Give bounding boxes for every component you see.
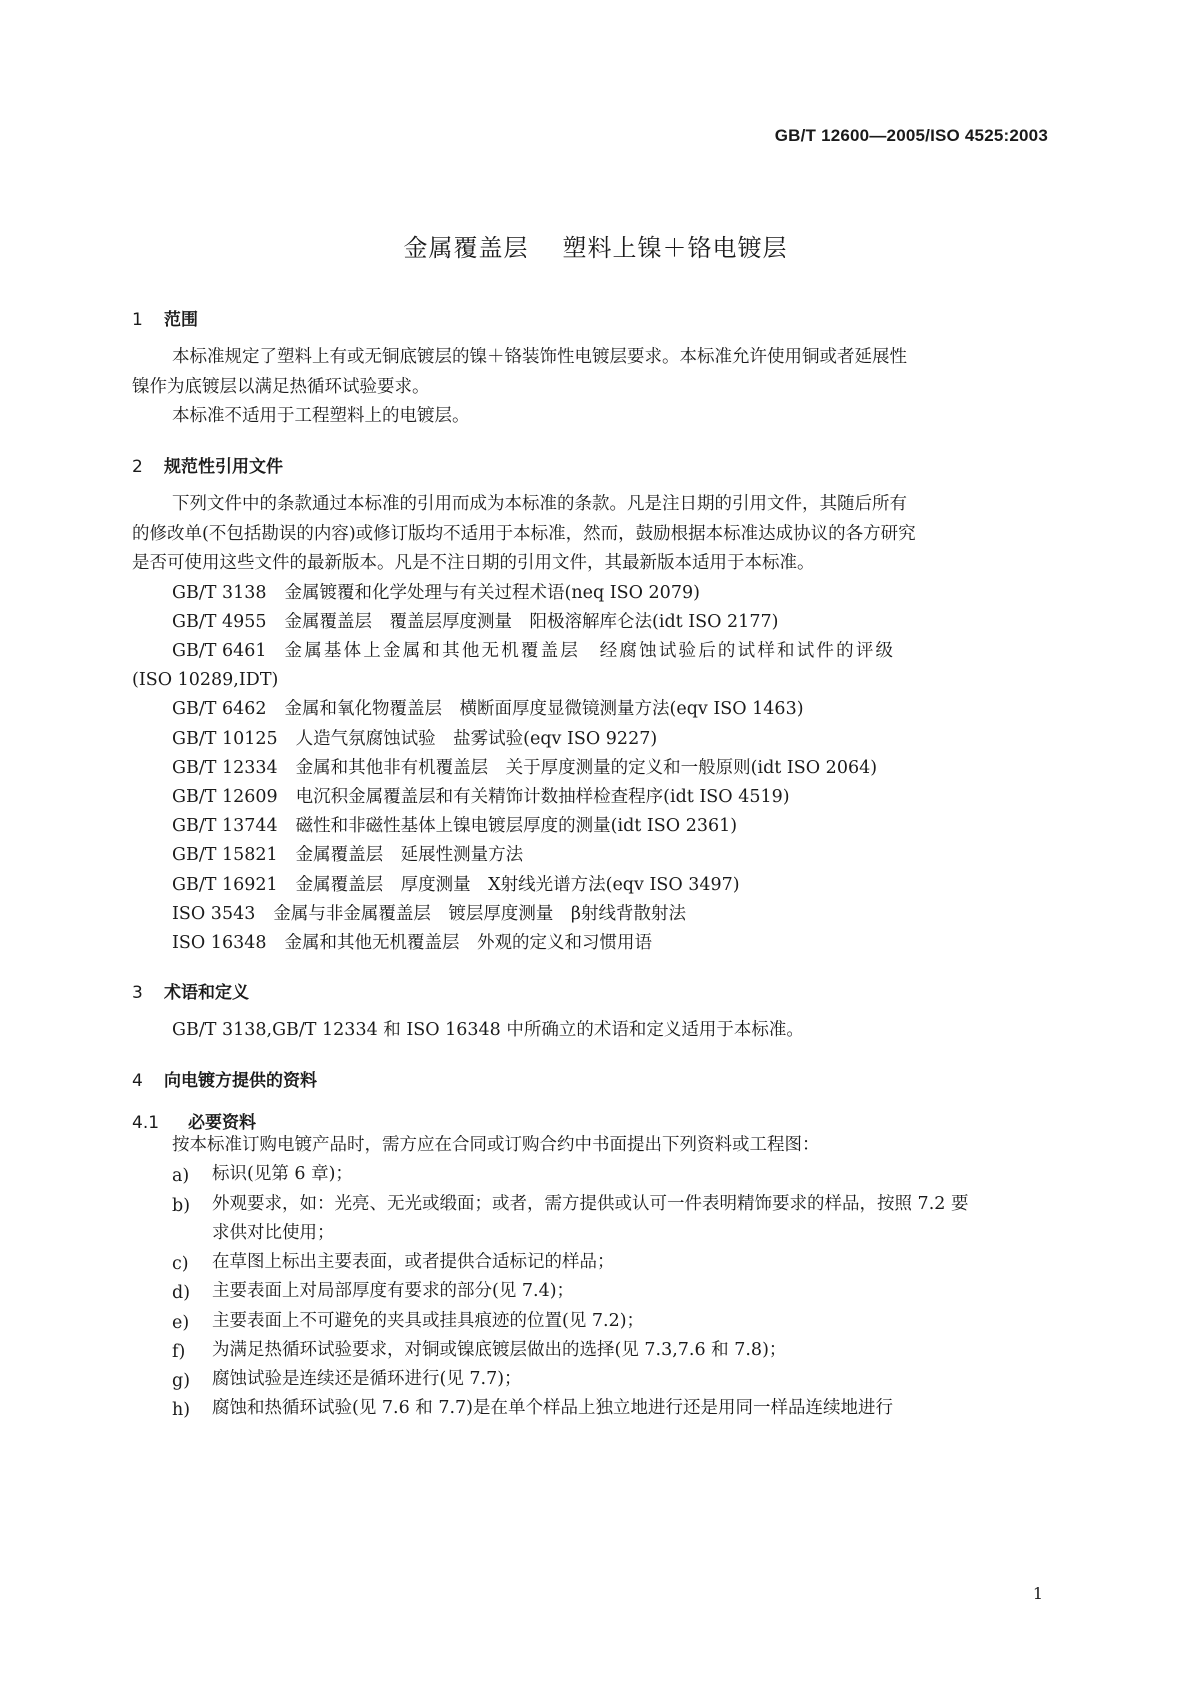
section-3-heading xyxy=(132,978,249,1003)
paragraph-line: 镍作为底镀层以满足热循环试验要求。 xyxy=(132,377,430,397)
reference-title: 金属与非金属覆盖层 镀层厚度测量 β射线背散射法 xyxy=(273,904,686,924)
list-item: 为满足热循环试验要求，对铜或镍底镀层做出的选择(见 7.3,7.6 和 7.8)； xyxy=(212,1340,787,1360)
reference-title: 金属覆盖层 延展性测量方法 xyxy=(295,845,524,865)
reference-code: GB/T 16921 xyxy=(172,875,278,895)
section-2-heading xyxy=(132,452,283,477)
reference-title: 金属镀覆和化学处理与有关过程术语(neq ISO 2079) xyxy=(284,583,700,603)
section-title: 范围 xyxy=(164,310,198,330)
reference-code: GB/T 12609 xyxy=(172,787,278,807)
list-item-label: h) xyxy=(172,1400,191,1420)
subsection-4-1-heading xyxy=(132,1108,256,1133)
reference-title: 金属覆盖层 厚度测量 X射线光谱方法(eqv ISO 3497) xyxy=(295,875,740,895)
list-item-label: c) xyxy=(172,1254,189,1274)
reference-title: 金属覆盖层 覆盖层厚度测量 阳极溶解库仑法(idt ISO 2177) xyxy=(284,612,779,632)
list-item-label: a) xyxy=(172,1166,190,1186)
list-item-label: b) xyxy=(172,1196,191,1216)
reference-entry xyxy=(172,906,686,924)
reference-entry xyxy=(172,877,740,895)
reference-code: GB/T 13744 xyxy=(172,816,278,836)
reference-code: GB/T 6462 xyxy=(172,699,267,719)
paragraph-line: 按本标准订购电镀产品时，需方应在合同或订购合约中书面提出下列资料或工程图： xyxy=(172,1135,820,1155)
list-item: 腐蚀试验是连续还是循环进行(见 7.7)； xyxy=(212,1369,522,1389)
reference-title: 磁性和非磁性基体上镍电镀层厚度的测量(idt ISO 2361) xyxy=(295,816,738,836)
list-item: 标识(见第 6 章)； xyxy=(212,1164,353,1184)
reference-code: GB/T 6461 xyxy=(172,641,267,661)
reference-code: GB/T 10125 xyxy=(172,729,278,749)
paragraph-line: 下列文件中的条款通过本标准的引用而成为本标准的条款。凡是注日期的引用文件，其随后所有 xyxy=(172,494,907,514)
reference-title: 金属和其他非有机覆盖层 关于厚度测量的定义和一般原则(idt ISO 2064) xyxy=(295,758,878,778)
section-number: 3 xyxy=(132,983,143,1003)
section-title: 术语和定义 xyxy=(164,983,249,1003)
paragraph-line: 本标准规定了塑料上有或无铜底镀层的镍＋铬装饰性电镀层要求。本标准允许使用铜或者延展性 xyxy=(172,347,907,367)
subsection-title: 必要资料 xyxy=(188,1113,256,1133)
list-item: 外观要求，如：光亮、无光或缎面；或者，需方提供或认可一件表明精饰要求的样品，按照 7.2 要 xyxy=(212,1194,969,1214)
reference-title: 金属和其他无机覆盖层 外观的定义和习惯用语 xyxy=(284,933,652,953)
reference-code: GB/T 15821 xyxy=(172,845,278,865)
list-item: 主要表面上对局部厚度有要求的部分(见 7.4)； xyxy=(212,1281,575,1301)
paragraph-line: GB/T 3138,GB/T 12334 和 ISO 16348 中所确立的术语和定义适用于本标准。 xyxy=(172,1020,804,1040)
reference-title: 电沉积金属覆盖层和有关精饰计数抽样检查程序(idt ISO 4519) xyxy=(295,787,790,807)
paragraph-line: 是否可使用这些文件的最新版本。凡是不注日期的引用文件，其最新版本适用于本标准。 xyxy=(132,553,815,573)
subsection-number: 4.1 xyxy=(132,1113,160,1133)
section-title: 规范性引用文件 xyxy=(164,457,283,477)
section-number: 1 xyxy=(132,310,143,330)
reference-title: 人造气氛腐蚀试验 盐雾试验(eqv ISO 9227) xyxy=(295,729,658,749)
reference-code: GB/T 12334 xyxy=(172,758,278,778)
document-title xyxy=(0,228,1191,263)
standard-code: GB/T 12600—2005/ISO 4525:2003 xyxy=(774,126,1048,145)
reference-code: ISO 16348 xyxy=(172,933,267,953)
list-item: 腐蚀和热循环试验(见 7.6 和 7.7)是在单个样品上独立地进行还是用同一样品连续地进行 xyxy=(212,1398,894,1418)
list-item: 在草图上标出主要表面，或者提供合适标记的样品； xyxy=(212,1252,615,1272)
section-1-heading xyxy=(132,305,198,330)
section-number: 2 xyxy=(132,457,143,477)
list-item-continuation: 求供对比使用； xyxy=(212,1223,335,1243)
list-item-label: g) xyxy=(172,1371,191,1391)
reference-entry xyxy=(172,760,877,778)
reference-entry xyxy=(172,643,895,661)
reference-entry xyxy=(172,731,657,749)
reference-code: GB/T 4955 xyxy=(172,612,267,632)
title-part-2: 塑料上镍＋铬电镀层 xyxy=(562,234,788,262)
reference-entry xyxy=(172,847,523,865)
list-item-label: d) xyxy=(172,1283,191,1303)
section-title: 向电镀方提供的资料 xyxy=(164,1071,317,1091)
section-4-heading xyxy=(132,1066,317,1091)
reference-code: GB/T 3138 xyxy=(172,583,267,603)
reference-entry xyxy=(172,789,790,807)
list-item: 主要表面上不可避免的夹具或挂具痕迹的位置(见 7.2)； xyxy=(212,1311,645,1331)
section-number: 4 xyxy=(132,1071,143,1091)
list-item-label: f) xyxy=(172,1342,186,1362)
list-item-label: e) xyxy=(172,1313,190,1333)
reference-entry xyxy=(172,701,804,719)
reference-title: 金属基体上金属和其他无机覆盖层 经腐蚀试验后的试样和试件的评级 xyxy=(284,641,896,661)
reference-entry xyxy=(172,614,778,632)
reference-title: 金属和氧化物覆盖层 横断面厚度显微镜测量方法(eqv ISO 1463) xyxy=(284,699,804,719)
reference-entry xyxy=(172,935,652,953)
reference-continuation: (ISO 10289,IDT) xyxy=(132,670,279,690)
reference-entry xyxy=(172,818,737,836)
paragraph-line: 的修改单(不包括勘误的内容)或修订版均不适用于本标准，然而，鼓励根据本标准达成协议的各方研究 xyxy=(132,524,916,544)
paragraph-line: 本标准不适用于工程塑料上的电镀层。 xyxy=(172,406,470,426)
reference-code: ISO 3543 xyxy=(172,904,256,924)
title-part-1: 金属覆盖层 xyxy=(403,234,529,262)
page-number: 1 xyxy=(1032,1584,1043,1603)
reference-entry xyxy=(172,585,700,603)
